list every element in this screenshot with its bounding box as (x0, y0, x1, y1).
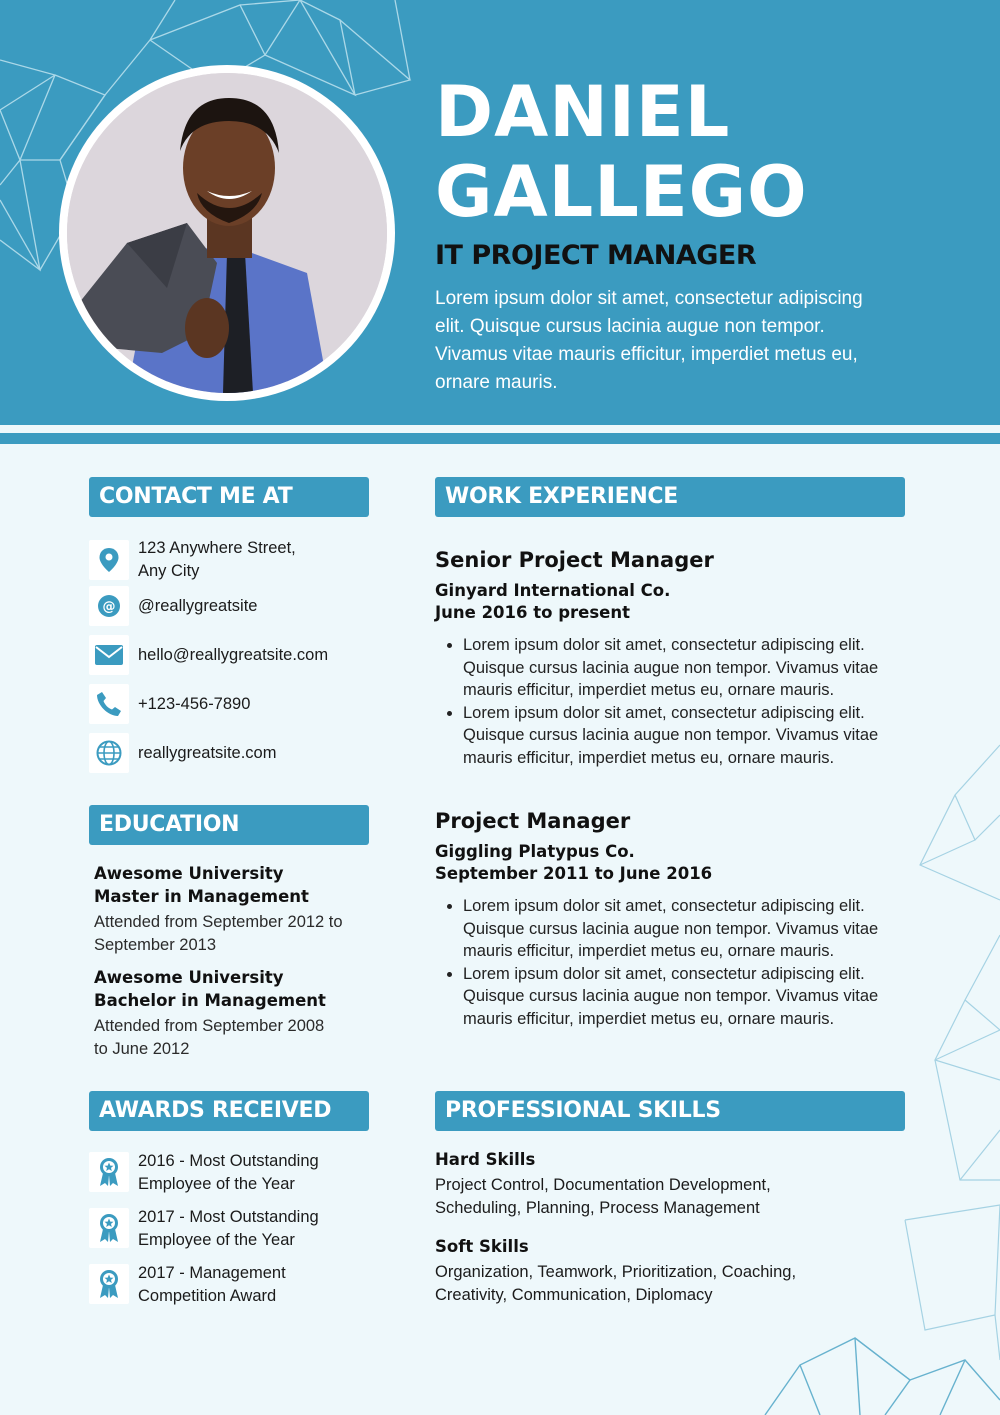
job-entry-1 (435, 546, 905, 769)
job-title: Senior Project Manager (435, 548, 714, 572)
candidate-name (435, 72, 808, 232)
education-degree: Master in Management (94, 887, 309, 906)
awards-heading: AWARDS RECEIVED (89, 1091, 369, 1131)
contact-website[interactable] (89, 733, 389, 773)
education-school: Awesome University (94, 968, 284, 987)
job-bullet: • Lorem ipsum dolor sit amet, consectetur adipiscing elit. Quisque cursus lacinia augue non tempor. Vivamus vitae mauris efficitur, imperdiet metus eu, ornare mauris. (463, 963, 905, 1031)
contact-social[interactable] (89, 586, 389, 626)
education-entry-2 (94, 966, 364, 1061)
location-pin-icon (89, 540, 129, 580)
award-text: 2017 - Management Competition Award (138, 1264, 286, 1305)
job-period: June 2016 to present (435, 603, 630, 622)
award-item (89, 1262, 389, 1308)
contact-email-text: hello@reallygreatsite.com (138, 645, 329, 664)
contact-phone[interactable] (89, 684, 389, 724)
hard-skills-text: Project Control, Documentation Development, Scheduling, Planning, Process Management (435, 1176, 771, 1217)
award-text: 2016 - Most Outstanding Employee of the Year (138, 1152, 319, 1193)
education-school: Awesome University (94, 864, 284, 883)
contact-social-text: @reallygreatsite (138, 596, 258, 615)
award-ribbon-icon (89, 1208, 129, 1248)
envelope-icon (89, 635, 129, 675)
svg-text:@: @ (102, 599, 116, 615)
phone-icon (89, 684, 129, 724)
award-ribbon-icon (89, 1152, 129, 1192)
soft-skills-title: Soft Skills (435, 1237, 529, 1256)
soft-skills-text: Organization, Teamwork, Prioritization, Coaching, Creativity, Communication, Diplomacy (435, 1263, 797, 1304)
education-attended: Attended from September 2008 to June 2012 (94, 1017, 325, 1058)
job-company: Giggling Platypus Co. (435, 842, 635, 861)
intro-text: Lorem ipsum dolor sit amet, consectetur adipiscing elit. Quisque cursus lacinia augue non tempor. Vivamus vitae mauris efficitur, imperdiet metus eu, ornare mauris. (435, 288, 863, 393)
award-ribbon-icon (89, 1264, 129, 1304)
award-item (89, 1150, 389, 1196)
education-degree: Bachelor in Management (94, 991, 326, 1010)
at-sign-icon (89, 586, 129, 626)
last-name: GALLEGO (435, 151, 808, 233)
first-name: DANIEL (435, 71, 731, 153)
hard-skills-title: Hard Skills (435, 1150, 536, 1169)
award-text: 2017 - Most Outstanding Employee of the Year (138, 1208, 319, 1249)
education-entry-1 (94, 862, 364, 957)
job-bullet: • Lorem ipsum dolor sit amet, consectetur adipiscing elit. Quisque cursus lacinia augue non tempor. Vivamus vitae mauris efficitur, imperdiet metus eu, ornare mauris. (463, 634, 905, 702)
contact-address-text: 123 Anywhere Street, Any City (138, 539, 296, 580)
contact-phone-text: +123-456-7890 (138, 694, 251, 713)
job-company: Ginyard International Co. (435, 581, 671, 600)
contact-heading: CONTACT ME AT (89, 477, 369, 517)
job-role: IT PROJECT MANAGER (435, 240, 757, 271)
job-title: Project Manager (435, 809, 631, 833)
skills-heading: PROFESSIONAL SKILLS (435, 1091, 905, 1131)
award-item (89, 1206, 389, 1252)
job-bullet: • Lorem ipsum dolor sit amet, consectetur adipiscing elit. Quisque cursus lacinia augue non tempor. Vivamus vitae mauris efficitur, imperdiet metus eu, ornare mauris. (463, 702, 905, 770)
header-stripe (0, 433, 1000, 444)
education-attended: Attended from September 2012 to September 2013 (94, 913, 343, 954)
contact-email[interactable] (89, 635, 389, 675)
job-bullet: • Lorem ipsum dolor sit amet, consectetur adipiscing elit. Quisque cursus lacinia augue non tempor. Vivamus vitae mauris efficitur, imperdiet metus eu, ornare mauris. (463, 895, 905, 963)
job-period: September 2011 to June 2016 (435, 864, 713, 883)
profile-photo (67, 73, 387, 393)
contact-address (89, 537, 389, 583)
polygon-decoration-bottom-right (760, 740, 1000, 1415)
experience-heading: WORK EXPERIENCE (435, 477, 905, 517)
globe-icon (89, 733, 129, 773)
education-heading: EDUCATION (89, 805, 369, 845)
contact-website-text: reallygreatsite.com (138, 743, 277, 762)
